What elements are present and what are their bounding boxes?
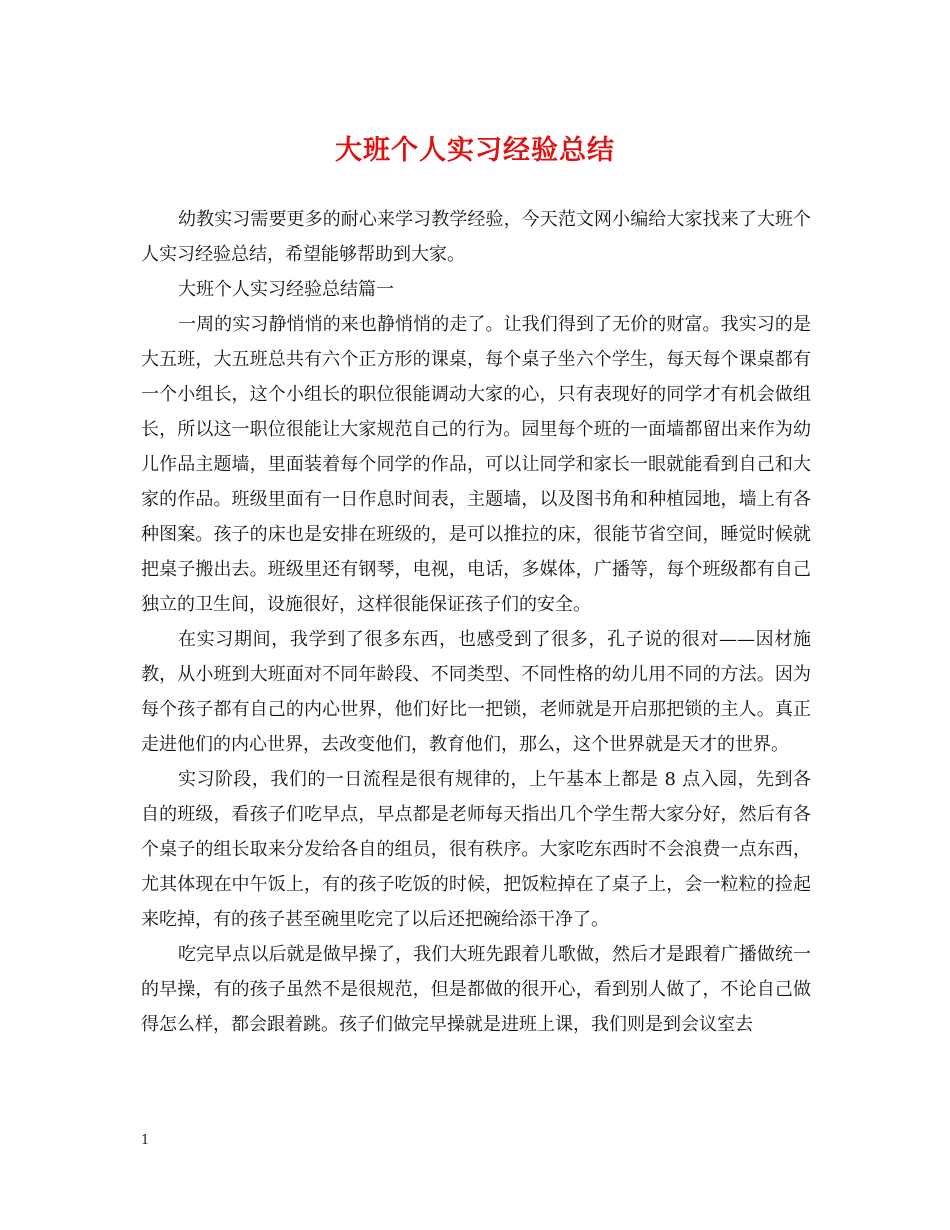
body-paragraph: 实习阶段，我们的一日流程是很有规律的，上午基本上都是 8 点入园，先到各自的班级，看孩子们吃早点，早点都是老师每天指出几个学生帮大家分好，然后有各个桌子的组长取来分发给各自的组员，很有秩序。大家吃东西时不会浪费一点东西，尤其体现在中午饭上，有的孩子吃饭的时候，把饭粒掉在了桌子上，会一粒粒的捡起来吃掉，有的孩子甚至碗里吃完了以后还把碗给添干净了。 <box>141 769 811 930</box>
body-paragraph: 在实习期间，我学到了很多东西，也感受到了很多，孔子说的很对——因材施教，从小班到大班面对不同年龄段、不同类型、不同性格的幼儿用不同的方法。因为每个孩子都有自己的内心世界，他们好比一把锁，老师就是开启那把锁的主人。真正走进他们的内心世界，去改变他们，教育他们，那么，这个世界就是天才的世界。 <box>141 629 811 755</box>
page-number: 1 <box>141 1133 150 1148</box>
document-title: 大班个人实习经验总结 <box>335 135 615 166</box>
body-paragraph: 一周的实习静悄悄的来也静悄悄的走了。让我们得到了无价的财富。我实习的是大五班，大五班总共有六个正方形的课桌，每个桌子坐六个学生，每天每个课桌都有一个小组长，这个小组长的职位很能调动大家的心，只有表现好的同学才有机会做组长，所以这一职位很能让大家规范自己的行为。园里每个班的一面墙都留出来作为幼儿作品主题墙，里面装着每个同学的作品，可以让同学和家长一眼就能看到自己和大家的作品。班级里面有一日作息时间表，主题墙，以及图书角和种植园地，墙上有各种图案。孩子的床也是安排在班级的，是可以推拉的床，很能节省空间，睡觉时候就把桌子搬出去。班级里还有钢琴，电视，电话，多媒体，广播等，每个班级都有自己独立的卫生间，设施很好，这样很能保证孩子们的安全。 <box>141 314 811 615</box>
document-body <box>141 202 811 1042</box>
section-heading: 大班个人实习经验总结篇一 <box>178 279 394 300</box>
intro-paragraph: 幼教实习需要更多的耐心来学习教学经验，今天范文网小编给大家找来了大班个人实习经验总结，希望能够帮助到大家。 <box>141 209 811 265</box>
body-paragraph: 吃完早点以后就是做早操了，我们大班先跟着儿歌做，然后才是跟着广播做统一的早操，有的孩子虽然不是很规范，但是都做的很开心，看到别人做了，不论自己做得怎么样，都会跟着跳。孩子们做完早操就是进班上课，我们则是到会议室去 <box>141 944 811 1035</box>
